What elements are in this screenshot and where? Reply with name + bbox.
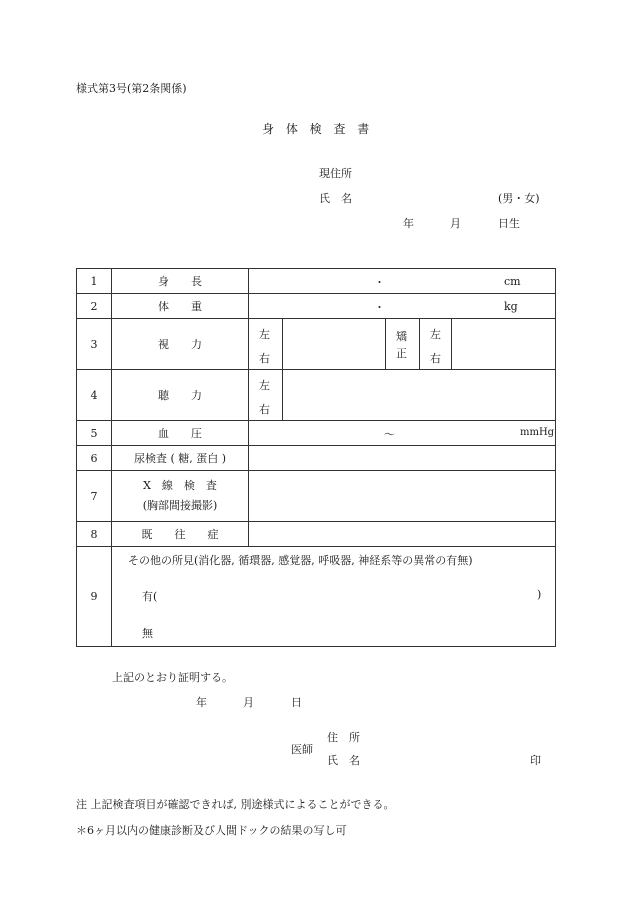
- gender-selector: (男・女): [498, 192, 540, 205]
- corrected-side-labels: [420, 319, 452, 370]
- naked-vision-value-cell[interactable]: [283, 319, 386, 370]
- table-row-vision: [77, 319, 556, 370]
- none-option: 無: [142, 627, 153, 640]
- doctor-label: 医師: [291, 743, 313, 756]
- table-row-hearing: [77, 370, 556, 421]
- table-row-xray: [77, 471, 556, 522]
- left-eye-label: 左: [259, 328, 270, 341]
- row-number: 7: [77, 471, 112, 522]
- table-row-urine: [77, 446, 556, 471]
- right-eye-label: 右: [259, 352, 270, 365]
- xray-label: [112, 471, 249, 522]
- row-number: 1: [77, 269, 112, 294]
- blood-pressure-value-cell[interactable]: [249, 421, 556, 446]
- row-number: 5: [77, 421, 112, 446]
- height-label: 身 長: [112, 269, 249, 294]
- hearing-side-labels: [249, 370, 283, 421]
- row-number: 4: [77, 370, 112, 421]
- right-ear-label: 右: [259, 403, 270, 416]
- row-number: 2: [77, 294, 112, 319]
- seal-mark: 印: [530, 754, 541, 767]
- cert-month-label: 月: [243, 696, 254, 709]
- row-number: 8: [77, 522, 112, 547]
- other-findings-label: その他の所見(消化器, 循環器, 感覚器, 呼吸器, 神経系等の異常の有無): [128, 554, 473, 567]
- birth-month-label: 月: [450, 217, 461, 230]
- table-row-other-findings: [77, 547, 556, 647]
- decimal-dot: ・: [374, 301, 385, 314]
- unit-kg: kg: [504, 300, 518, 313]
- left-eye-corrected-label: 左: [430, 328, 441, 341]
- birth-day-label: 日生: [498, 217, 520, 230]
- right-eye-corrected-label: 右: [430, 352, 441, 365]
- yes-close-paren: ): [537, 588, 542, 601]
- note-line-1: 注 上記検査項目が確認できれば, 別途様式によることができる。: [76, 798, 395, 811]
- urine-value-cell[interactable]: [249, 446, 556, 471]
- address-label: 現住所: [319, 167, 352, 180]
- table-row-medical-history: [77, 522, 556, 547]
- urine-test-label: 尿検査 ( 糖, 蛋白 ): [112, 446, 249, 471]
- xray-label-line2: (胸部間接撮影): [142, 499, 218, 512]
- cert-year-label: 年: [196, 696, 207, 709]
- table-row-weight: [77, 294, 556, 319]
- birth-year-label: 年: [403, 217, 414, 230]
- height-value-cell[interactable]: [249, 269, 556, 294]
- row-number: 9: [77, 547, 112, 647]
- range-tilde: 〜: [384, 428, 395, 441]
- other-findings-cell[interactable]: [112, 547, 556, 647]
- doctor-address-label: 住 所: [327, 731, 360, 744]
- medical-history-label: 既 往 症: [112, 522, 249, 547]
- document-title: 身 体 検 査 書: [262, 122, 374, 136]
- vision-label: 視 力: [112, 319, 249, 370]
- hearing-value-cell[interactable]: [283, 370, 556, 421]
- left-ear-label: 左: [259, 379, 270, 392]
- cert-day-label: 日: [291, 696, 302, 709]
- unit-cm: cm: [504, 275, 521, 288]
- doctor-name-label: 氏 名: [327, 754, 360, 767]
- table-row-blood-pressure: [77, 421, 556, 446]
- weight-label: 体 重: [112, 294, 249, 319]
- xray-value-cell[interactable]: [249, 471, 556, 522]
- vision-side-labels: [249, 319, 283, 370]
- row-number: 3: [77, 319, 112, 370]
- medical-history-value-cell[interactable]: [249, 522, 556, 547]
- yes-option: 有(: [142, 590, 158, 603]
- xray-label-line1: X 線 検 査: [143, 479, 217, 492]
- certification-statement: 上記のとおり証明する。: [112, 671, 233, 684]
- corrected-label-cell: [386, 319, 420, 370]
- decimal-dot: ・: [374, 276, 385, 289]
- corrected-label: 矯 正: [396, 330, 407, 360]
- corrected-vision-value-cell[interactable]: [452, 319, 556, 370]
- note-line-2: ＊6ヶ月以内の健康診断及び人間ドックの結果の写し可: [76, 824, 347, 837]
- unit-mmhg: mmHg: [520, 427, 555, 438]
- exam-table: [76, 268, 556, 647]
- blood-pressure-label: 血 圧: [112, 421, 249, 446]
- table-row-height: [77, 269, 556, 294]
- name-label: 氏 名: [319, 192, 352, 205]
- weight-value-cell[interactable]: [249, 294, 556, 319]
- form-number: 様式第3号(第2条関係): [76, 82, 187, 95]
- hearing-label: 聴 力: [112, 370, 249, 421]
- row-number: 6: [77, 446, 112, 471]
